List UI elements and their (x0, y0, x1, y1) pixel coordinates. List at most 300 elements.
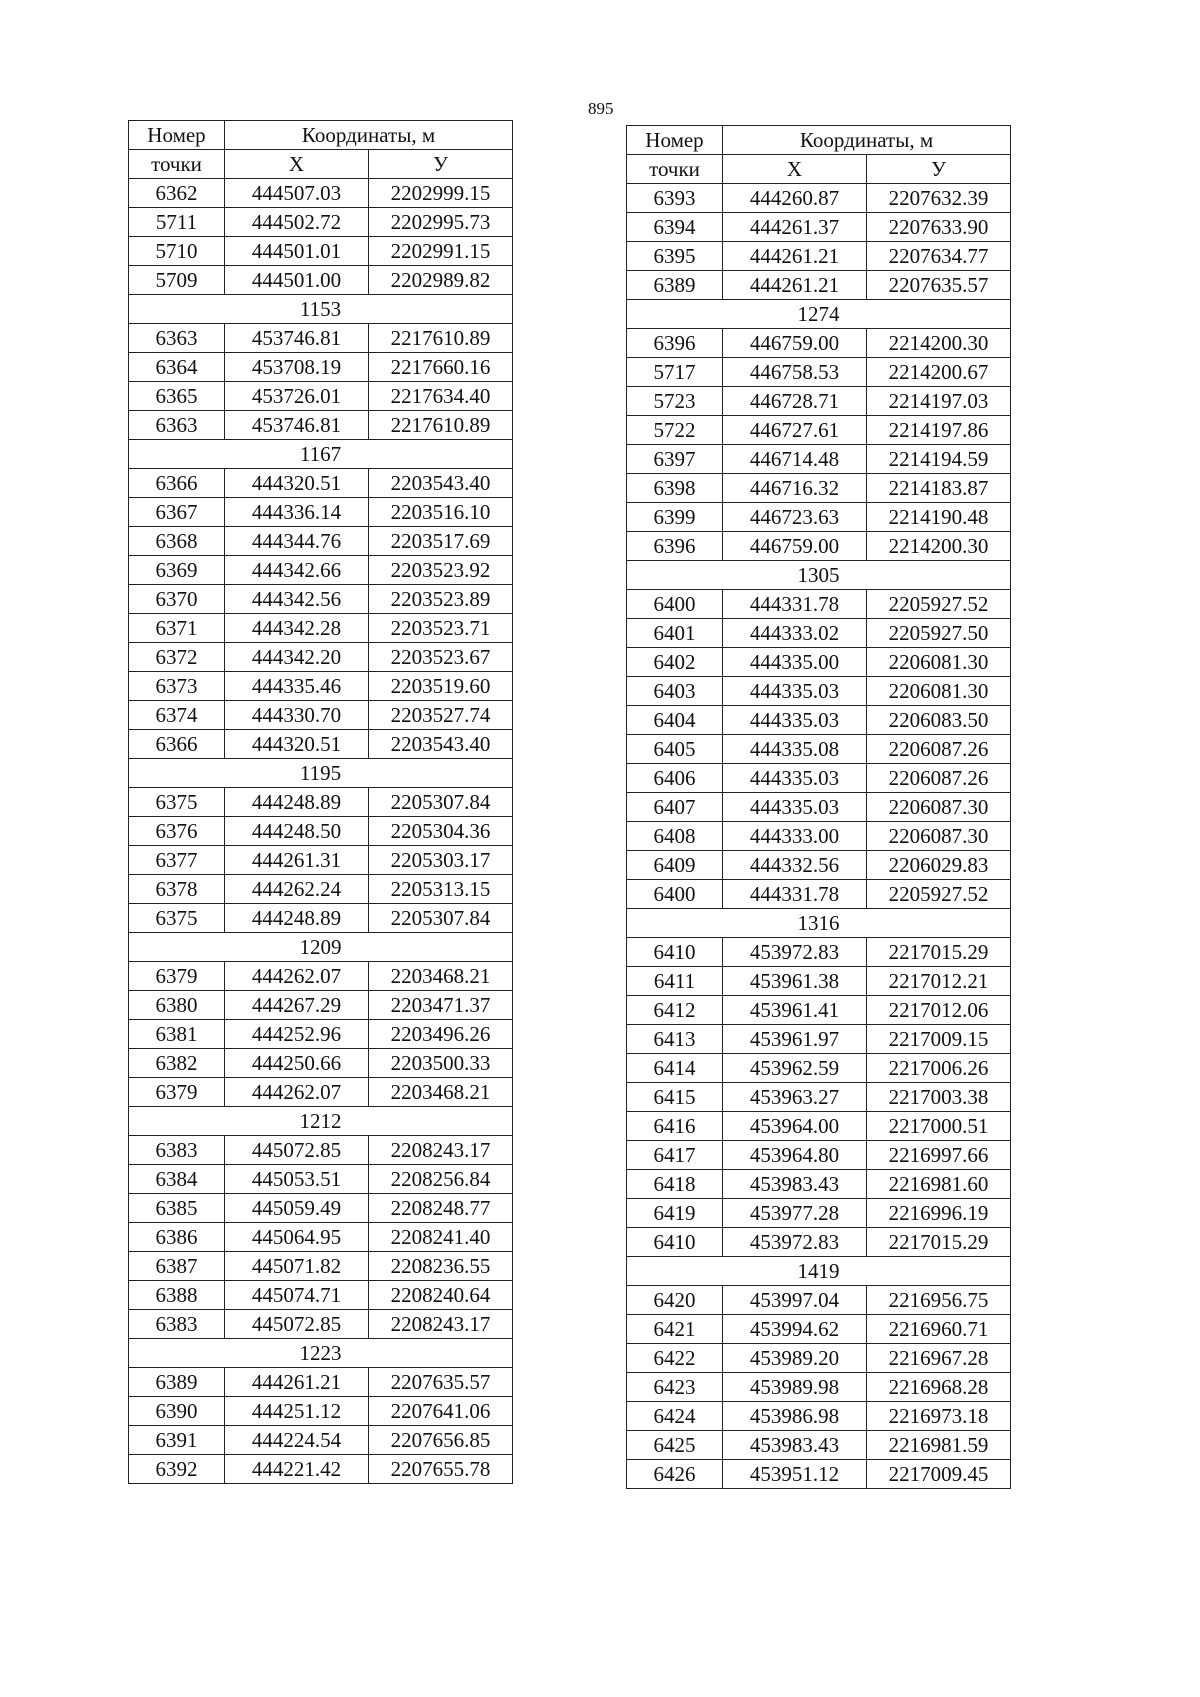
coordinates-table-left (128, 120, 513, 1484)
coord-y: 2203471.37 (369, 991, 513, 1020)
coord-x: 446727.61 (723, 416, 867, 445)
coord-x: 444342.66 (225, 556, 369, 585)
coord-x: 453746.81 (225, 324, 369, 353)
table-row (627, 996, 1011, 1025)
point-number: 6410 (627, 1228, 723, 1257)
coord-y: 2216967.28 (867, 1344, 1011, 1373)
coord-y: 2205304.36 (369, 817, 513, 846)
coord-y: 2202989.82 (369, 266, 513, 295)
table-row (627, 1344, 1011, 1373)
point-number: 6374 (129, 701, 225, 730)
coord-x: 445074.71 (225, 1281, 369, 1310)
table-row (627, 1025, 1011, 1054)
coord-y: 2208236.55 (369, 1252, 513, 1281)
point-number: 6371 (129, 614, 225, 643)
table-row (129, 1368, 513, 1397)
coord-x: 444248.50 (225, 817, 369, 846)
table-row (129, 643, 513, 672)
table-header-row (129, 121, 513, 150)
point-number: 6409 (627, 851, 723, 880)
coord-x: 444261.31 (225, 846, 369, 875)
coord-x: 446758.53 (723, 358, 867, 387)
point-number: 6389 (129, 1368, 225, 1397)
coord-y: 2203516.10 (369, 498, 513, 527)
table-row (129, 208, 513, 237)
coord-x: 444261.37 (723, 213, 867, 242)
coord-y: 2217015.29 (867, 1228, 1011, 1257)
table-row (627, 590, 1011, 619)
point-number: 6412 (627, 996, 723, 1025)
coord-x: 453983.43 (723, 1431, 867, 1460)
point-number: 6410 (627, 938, 723, 967)
point-number: 6380 (129, 991, 225, 1020)
point-number: 6381 (129, 1020, 225, 1049)
coord-y: 2216996.19 (867, 1199, 1011, 1228)
table-row (129, 179, 513, 208)
point-number: 6388 (129, 1281, 225, 1310)
table-body-right (627, 184, 1011, 1489)
group-row (129, 1339, 513, 1368)
point-number: 6415 (627, 1083, 723, 1112)
coord-x: 453951.12 (723, 1460, 867, 1489)
coord-y: 2206087.26 (867, 735, 1011, 764)
table-row (627, 677, 1011, 706)
coord-y: 2214194.59 (867, 445, 1011, 474)
table-row (627, 1199, 1011, 1228)
coord-x: 453964.80 (723, 1141, 867, 1170)
coord-x: 444342.28 (225, 614, 369, 643)
table-row (129, 962, 513, 991)
coord-y: 2205927.52 (867, 880, 1011, 909)
point-number: 6400 (627, 590, 723, 619)
coord-y: 2217012.06 (867, 996, 1011, 1025)
coord-y: 2206081.30 (867, 677, 1011, 706)
coord-y: 2203523.71 (369, 614, 513, 643)
coord-y: 2217610.89 (369, 324, 513, 353)
coord-x: 444507.03 (225, 179, 369, 208)
coord-x: 444262.07 (225, 1078, 369, 1107)
point-number: 6382 (129, 1049, 225, 1078)
coord-y: 2205307.84 (369, 904, 513, 933)
table-row (129, 469, 513, 498)
table-row (129, 875, 513, 904)
coord-y: 2217003.38 (867, 1083, 1011, 1112)
table-row (627, 1460, 1011, 1489)
coord-y: 2214200.30 (867, 329, 1011, 358)
point-number: 6403 (627, 677, 723, 706)
coord-x: 444502.72 (225, 208, 369, 237)
coord-x: 453977.28 (723, 1199, 867, 1228)
coord-y: 2206029.83 (867, 851, 1011, 880)
table-row (627, 1083, 1011, 1112)
point-number: 6362 (129, 179, 225, 208)
coord-y: 2216956.75 (867, 1286, 1011, 1315)
table-row (627, 793, 1011, 822)
point-number: 6404 (627, 706, 723, 735)
table-row (129, 846, 513, 875)
header-y: У (369, 150, 513, 179)
coord-y: 2217634.40 (369, 382, 513, 411)
table-row (627, 1286, 1011, 1315)
point-number: 6405 (627, 735, 723, 764)
table-row (627, 648, 1011, 677)
coord-x: 444335.00 (723, 648, 867, 677)
coord-x: 453989.98 (723, 1373, 867, 1402)
page-number: 895 (588, 99, 614, 118)
coord-x: 453746.81 (225, 411, 369, 440)
table-row (627, 1315, 1011, 1344)
header-point-label: точки (627, 155, 723, 184)
coord-y: 2206083.50 (867, 706, 1011, 735)
point-number: 6394 (627, 213, 723, 242)
table-row (129, 1310, 513, 1339)
coord-x: 445072.85 (225, 1136, 369, 1165)
table-row (129, 527, 513, 556)
point-number: 6406 (627, 764, 723, 793)
coord-y: 2214200.30 (867, 532, 1011, 561)
point-number: 6365 (129, 382, 225, 411)
table-row (627, 242, 1011, 271)
coord-y: 2205927.52 (867, 590, 1011, 619)
table-row (129, 382, 513, 411)
coord-y: 2205313.15 (369, 875, 513, 904)
table-row (129, 817, 513, 846)
point-number: 6392 (129, 1455, 225, 1484)
table-row (129, 324, 513, 353)
coord-y: 2216981.60 (867, 1170, 1011, 1199)
table-row (627, 1431, 1011, 1460)
group-number: 1274 (627, 300, 1011, 329)
coord-x: 453964.00 (723, 1112, 867, 1141)
point-number: 5722 (627, 416, 723, 445)
point-number: 6369 (129, 556, 225, 585)
group-number: 1153 (129, 295, 513, 324)
table-row (627, 358, 1011, 387)
coord-y: 2208243.17 (369, 1310, 513, 1339)
point-number: 6395 (627, 242, 723, 271)
coord-x: 444260.87 (723, 184, 867, 213)
table-row (129, 1194, 513, 1223)
coord-y: 2208240.64 (369, 1281, 513, 1310)
point-number: 6407 (627, 793, 723, 822)
coord-y: 2217006.26 (867, 1054, 1011, 1083)
coord-x: 444501.00 (225, 266, 369, 295)
header-x: X (225, 150, 369, 179)
table-body-left (129, 179, 513, 1484)
coord-y: 2206087.26 (867, 764, 1011, 793)
point-number: 6372 (129, 643, 225, 672)
coord-x: 453983.43 (723, 1170, 867, 1199)
table-row (627, 619, 1011, 648)
coord-x: 444267.29 (225, 991, 369, 1020)
point-number: 6417 (627, 1141, 723, 1170)
point-number: 6370 (129, 585, 225, 614)
coord-x: 445064.95 (225, 1223, 369, 1252)
coord-y: 2216973.18 (867, 1402, 1011, 1431)
point-number: 6426 (627, 1460, 723, 1489)
coord-x: 444224.54 (225, 1426, 369, 1455)
point-number: 6378 (129, 875, 225, 904)
point-number: 6390 (129, 1397, 225, 1426)
coord-y: 2203496.26 (369, 1020, 513, 1049)
point-number: 6379 (129, 1078, 225, 1107)
coord-x: 453961.97 (723, 1025, 867, 1054)
point-number: 6416 (627, 1112, 723, 1141)
table-row (129, 1426, 513, 1455)
coord-x: 453962.59 (723, 1054, 867, 1083)
group-row (129, 295, 513, 324)
coord-x: 444333.02 (723, 619, 867, 648)
coord-x: 446723.63 (723, 503, 867, 532)
point-number: 6401 (627, 619, 723, 648)
point-number: 6373 (129, 672, 225, 701)
table-row (627, 1228, 1011, 1257)
group-number: 1212 (129, 1107, 513, 1136)
table-row (129, 556, 513, 585)
coord-y: 2203500.33 (369, 1049, 513, 1078)
coord-y: 2214200.67 (867, 358, 1011, 387)
table-row (129, 1223, 513, 1252)
table-row (627, 851, 1011, 880)
group-row (129, 759, 513, 788)
coord-y: 2214197.86 (867, 416, 1011, 445)
point-number: 6419 (627, 1199, 723, 1228)
point-number: 6424 (627, 1402, 723, 1431)
coord-x: 446759.00 (723, 329, 867, 358)
coord-y: 2214190.48 (867, 503, 1011, 532)
coord-x: 453963.27 (723, 1083, 867, 1112)
coord-y: 2217009.45 (867, 1460, 1011, 1489)
point-number: 6387 (129, 1252, 225, 1281)
coord-x: 453994.62 (723, 1315, 867, 1344)
point-number: 6375 (129, 788, 225, 817)
point-number: 6389 (627, 271, 723, 300)
coord-y: 2205303.17 (369, 846, 513, 875)
table-row (627, 271, 1011, 300)
point-number: 6397 (627, 445, 723, 474)
coord-y: 2216968.28 (867, 1373, 1011, 1402)
group-row (129, 440, 513, 469)
group-row (627, 300, 1011, 329)
coord-x: 446759.00 (723, 532, 867, 561)
coord-x: 444335.03 (723, 677, 867, 706)
point-number: 5709 (129, 266, 225, 295)
point-number: 5717 (627, 358, 723, 387)
coord-y: 2208256.84 (369, 1165, 513, 1194)
point-number: 6368 (129, 527, 225, 556)
table-row (129, 701, 513, 730)
coord-y: 2207641.06 (369, 1397, 513, 1426)
point-number: 5723 (627, 387, 723, 416)
point-number: 6398 (627, 474, 723, 503)
coord-x: 444335.03 (723, 793, 867, 822)
table-row (129, 266, 513, 295)
coord-x: 453986.98 (723, 1402, 867, 1431)
point-number: 6366 (129, 469, 225, 498)
table-row (129, 1455, 513, 1484)
group-row (129, 933, 513, 962)
coord-x: 453972.83 (723, 1228, 867, 1257)
table-row (129, 614, 513, 643)
group-number: 1223 (129, 1339, 513, 1368)
coord-x: 444261.21 (225, 1368, 369, 1397)
coord-y: 2203523.92 (369, 556, 513, 585)
table-row (129, 672, 513, 701)
table-row (627, 184, 1011, 213)
point-number: 6377 (129, 846, 225, 875)
header-point-number: Номер (627, 126, 723, 155)
table-row (627, 445, 1011, 474)
coord-y: 2207634.77 (867, 242, 1011, 271)
coord-y: 2216997.66 (867, 1141, 1011, 1170)
table-row (129, 1252, 513, 1281)
point-number: 6385 (129, 1194, 225, 1223)
point-number: 6408 (627, 822, 723, 851)
coord-y: 2207655.78 (369, 1455, 513, 1484)
table-row (627, 1373, 1011, 1402)
point-number: 6366 (129, 730, 225, 759)
group-row (627, 1257, 1011, 1286)
group-number: 1305 (627, 561, 1011, 590)
table-row (129, 788, 513, 817)
table-row (129, 585, 513, 614)
coord-x: 453972.83 (723, 938, 867, 967)
group-number: 1167 (129, 440, 513, 469)
coord-x: 444344.76 (225, 527, 369, 556)
point-number: 6411 (627, 967, 723, 996)
table-row (627, 764, 1011, 793)
coord-x: 453989.20 (723, 1344, 867, 1373)
header-coordinates: Координаты, м (723, 126, 1011, 155)
table-row (627, 880, 1011, 909)
coord-y: 2202991.15 (369, 237, 513, 266)
coord-x: 453961.38 (723, 967, 867, 996)
coord-x: 453708.19 (225, 353, 369, 382)
coord-y: 2206087.30 (867, 822, 1011, 851)
table-row (627, 938, 1011, 967)
coord-x: 444342.56 (225, 585, 369, 614)
coord-x: 444320.51 (225, 469, 369, 498)
table-row (129, 1397, 513, 1426)
coord-x: 444250.66 (225, 1049, 369, 1078)
coord-y: 2217009.15 (867, 1025, 1011, 1054)
coord-y: 2208243.17 (369, 1136, 513, 1165)
table-row (627, 474, 1011, 503)
point-number: 6375 (129, 904, 225, 933)
point-number: 6425 (627, 1431, 723, 1460)
table-row (627, 1141, 1011, 1170)
coord-x: 446728.71 (723, 387, 867, 416)
coord-y: 2214183.87 (867, 474, 1011, 503)
table-row (627, 1170, 1011, 1199)
point-number: 5711 (129, 208, 225, 237)
coord-y: 2208241.40 (369, 1223, 513, 1252)
table-header-row (627, 155, 1011, 184)
coord-y: 2203468.21 (369, 1078, 513, 1107)
coord-x: 444251.12 (225, 1397, 369, 1426)
table-header-row (627, 126, 1011, 155)
coord-y: 2206087.30 (867, 793, 1011, 822)
coord-x: 445072.85 (225, 1310, 369, 1339)
coord-y: 2217015.29 (867, 938, 1011, 967)
header-x: X (723, 155, 867, 184)
coord-x: 444262.24 (225, 875, 369, 904)
table-row (627, 967, 1011, 996)
coord-x: 444333.00 (723, 822, 867, 851)
group-row (627, 561, 1011, 590)
point-number: 6400 (627, 880, 723, 909)
coord-x: 453997.04 (723, 1286, 867, 1315)
group-number: 1419 (627, 1257, 1011, 1286)
coord-y: 2217012.21 (867, 967, 1011, 996)
table-row (129, 730, 513, 759)
coordinates-table-right (626, 125, 1011, 1489)
coord-y: 2203523.89 (369, 585, 513, 614)
header-coordinates: Координаты, м (225, 121, 513, 150)
coord-y: 2214197.03 (867, 387, 1011, 416)
coord-y: 2207635.57 (867, 271, 1011, 300)
coord-x: 444335.03 (723, 706, 867, 735)
coord-y: 2207632.39 (867, 184, 1011, 213)
table-row (129, 1078, 513, 1107)
header-point-number: Номер (129, 121, 225, 150)
group-row (129, 1107, 513, 1136)
point-number: 6376 (129, 817, 225, 846)
table-row (129, 411, 513, 440)
coord-x: 446716.32 (723, 474, 867, 503)
point-number: 6364 (129, 353, 225, 382)
table-row (627, 1402, 1011, 1431)
coord-y: 2203523.67 (369, 643, 513, 672)
coord-y: 2217660.16 (369, 353, 513, 382)
coord-x: 444261.21 (723, 271, 867, 300)
table-row (627, 735, 1011, 764)
coord-x: 453726.01 (225, 382, 369, 411)
coord-x: 446714.48 (723, 445, 867, 474)
coord-x: 444221.42 (225, 1455, 369, 1484)
coord-y: 2207633.90 (867, 213, 1011, 242)
coord-x: 444336.14 (225, 498, 369, 527)
coord-x: 445071.82 (225, 1252, 369, 1281)
coord-x: 444335.46 (225, 672, 369, 701)
point-number: 6363 (129, 411, 225, 440)
coord-x: 444501.01 (225, 237, 369, 266)
table-row (627, 532, 1011, 561)
coord-x: 444331.78 (723, 880, 867, 909)
point-number: 6413 (627, 1025, 723, 1054)
group-row (627, 909, 1011, 938)
coord-x: 444335.03 (723, 764, 867, 793)
group-number: 1195 (129, 759, 513, 788)
table-row (129, 237, 513, 266)
coord-y: 2203527.74 (369, 701, 513, 730)
table-row (627, 329, 1011, 358)
table-row (129, 353, 513, 382)
table-row (129, 1049, 513, 1078)
point-number: 6420 (627, 1286, 723, 1315)
coord-y: 2205307.84 (369, 788, 513, 817)
table-row (627, 416, 1011, 445)
table-row (129, 904, 513, 933)
table-row (129, 991, 513, 1020)
table-row (627, 1112, 1011, 1141)
coord-y: 2207635.57 (369, 1368, 513, 1397)
coord-y: 2203468.21 (369, 962, 513, 991)
coord-x: 444252.96 (225, 1020, 369, 1049)
point-number: 6363 (129, 324, 225, 353)
table-row (129, 1281, 513, 1310)
table-row (129, 498, 513, 527)
